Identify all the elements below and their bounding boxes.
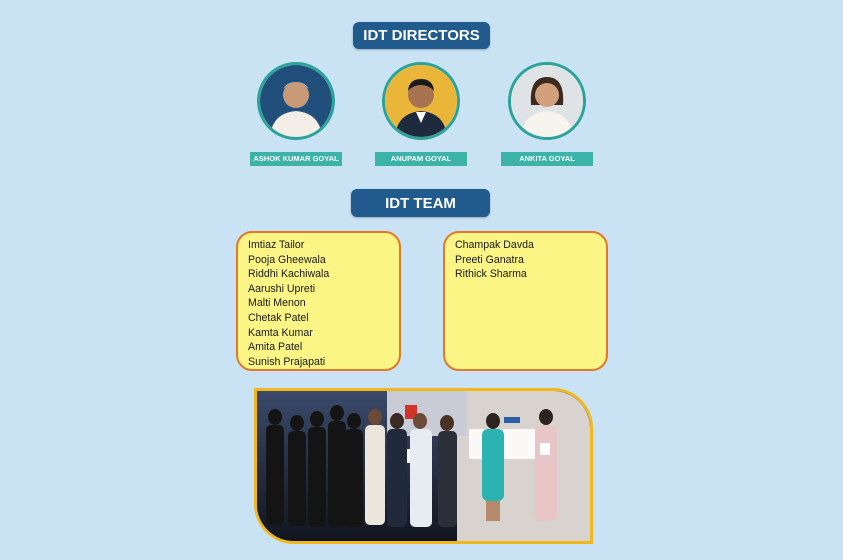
director-card <box>371 62 471 166</box>
director-portrait <box>257 62 335 140</box>
team-member: Kamta Kumar <box>248 326 313 339</box>
team-member: Chetak Patel <box>248 311 309 324</box>
director-name: ASHOK KUMAR GOYAL <box>250 152 342 166</box>
team-member: Preeti Ganatra <box>455 253 524 266</box>
director-portrait <box>508 62 586 140</box>
team-member: Imtiaz Tailor <box>248 239 305 251</box>
team-member: Riddhi Kachiwala <box>248 268 330 281</box>
directors-heading: IDT DIRECTORS <box>353 22 490 49</box>
team-member: Amita Patel <box>248 341 303 354</box>
team-member: Champak Davda <box>455 239 534 251</box>
team-member: Aarushi Upreti <box>248 282 316 295</box>
group-photo-image <box>257 391 590 541</box>
director-card <box>497 62 597 166</box>
team-list-box <box>443 231 608 371</box>
person-portrait-icon <box>260 65 332 137</box>
team-member: Pooja Gheewala <box>248 253 326 266</box>
person-portrait-icon <box>511 65 583 137</box>
team-member: Malti Menon <box>248 297 306 310</box>
director-name: ANKITA GOYAL <box>501 152 593 166</box>
team-member: Sunish Prajapati <box>248 355 326 368</box>
team-heading: IDT TEAM <box>351 189 490 217</box>
director-portrait <box>382 62 460 140</box>
director-name: ANUPAM GOYAL <box>375 152 467 166</box>
team-member: Rithick Sharma <box>455 268 527 281</box>
director-card <box>246 62 346 166</box>
team-list-box <box>236 231 401 371</box>
team-event-photo <box>254 388 593 544</box>
person-portrait-icon <box>385 65 457 137</box>
